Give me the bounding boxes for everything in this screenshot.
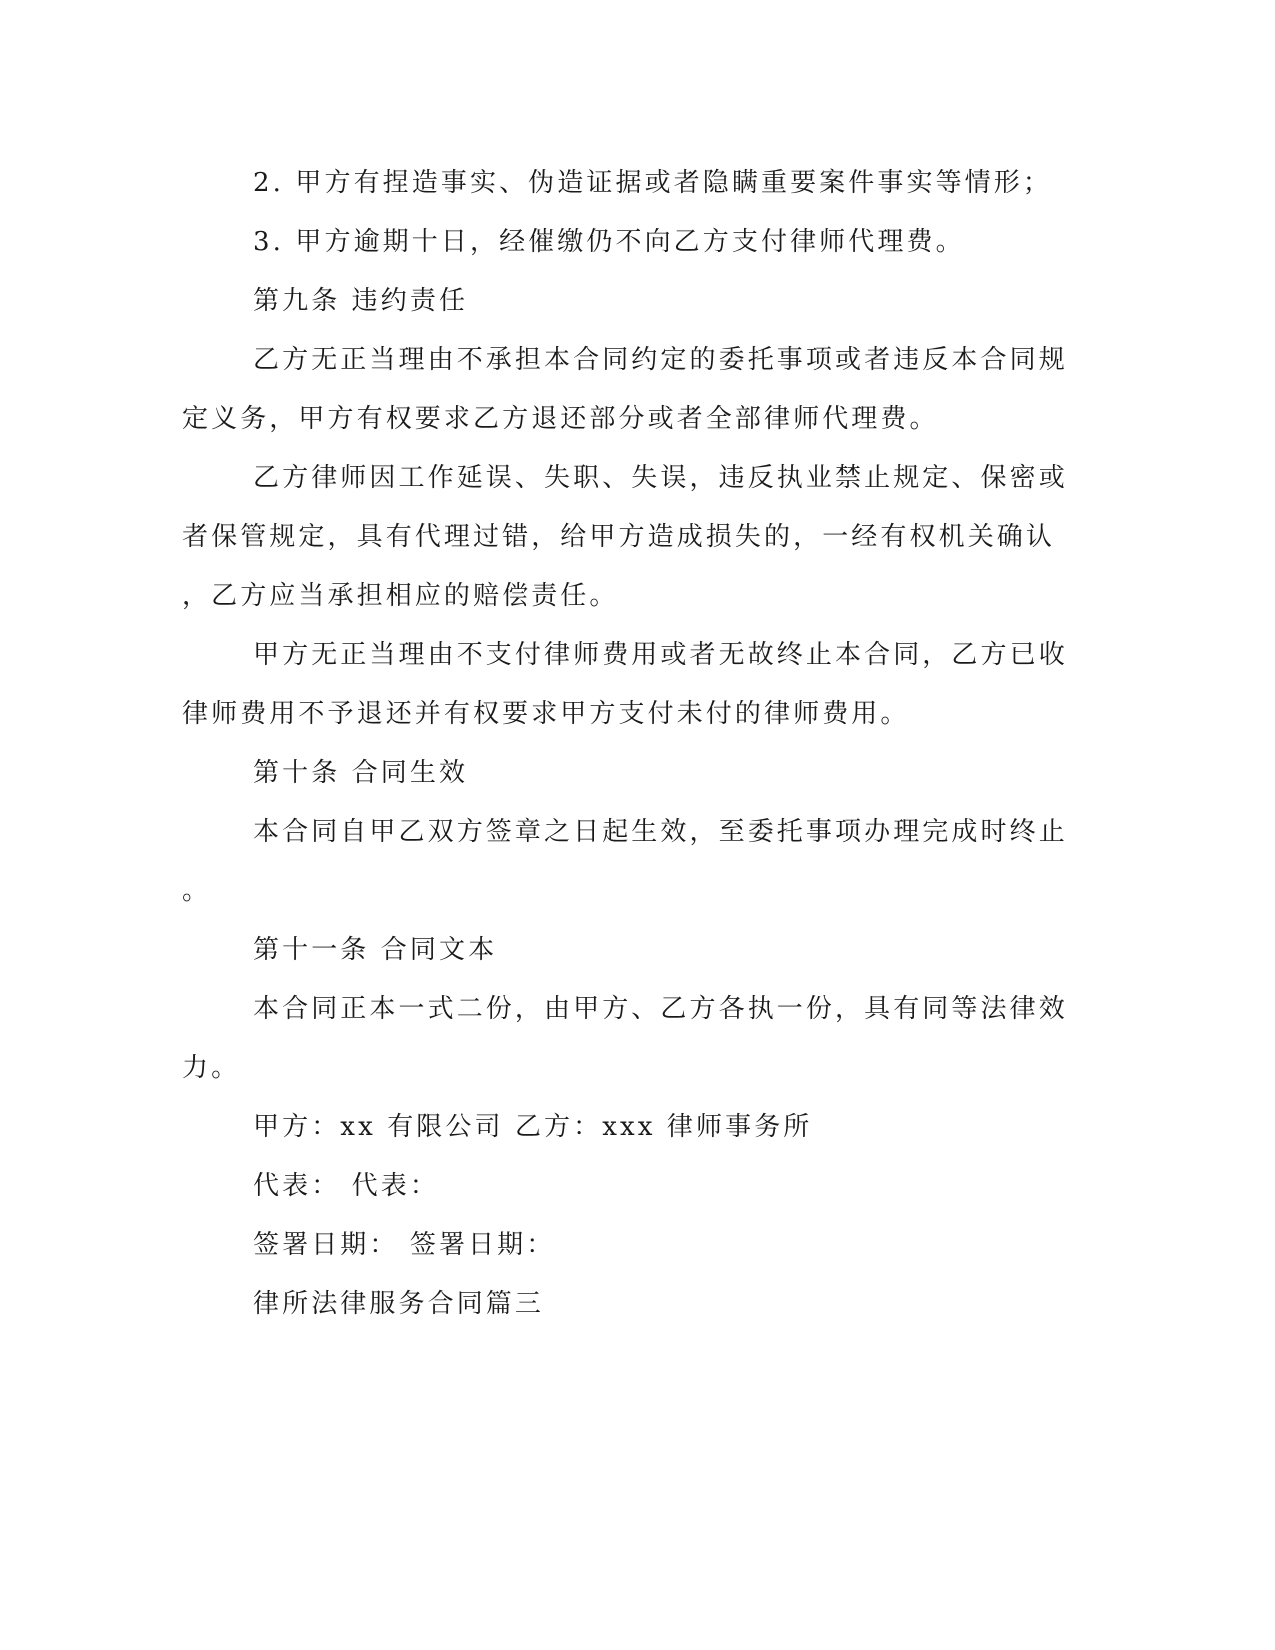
section-heading: 第十一条 合同文本 xyxy=(253,935,498,965)
section-heading: 第九条 违约责任 xyxy=(253,286,469,316)
section-heading: 第十条 合同生效 xyxy=(253,758,469,788)
paragraph-line: 律师费用不予退还并有权要求甲方支付未付的律师费用。 xyxy=(182,699,910,729)
signing-date-line: 签署日期： 签署日期： xyxy=(253,1230,556,1260)
paragraph-line: 本合同自甲乙双方签章之日起生效，至委托事项办理完成时终止 xyxy=(253,817,1068,847)
representative-line: 代表： 代表： xyxy=(253,1171,439,1201)
paragraph-line: 乙方律师因工作延误、失职、失误，违反执业禁止规定、保密或 xyxy=(253,463,1068,493)
paragraph-line: 乙方无正当理由不承担本合同约定的委托事项或者违反本合同规 xyxy=(253,345,1068,375)
party-line: 甲方：xx 有限公司 乙方：xxx 律师事务所 xyxy=(253,1112,813,1142)
clause-line: 3. 甲方逾期十日，经催缴仍不向乙方支付律师代理费。 xyxy=(253,227,965,257)
paragraph-line: 甲方无正当理由不支付律师费用或者无故终止本合同，乙方已收 xyxy=(253,640,1068,670)
next-section-title: 律所法律服务合同篇三 xyxy=(253,1289,545,1319)
document-body xyxy=(182,154,1068,1334)
paragraph-line: 。 xyxy=(182,876,212,906)
clause-line: 2. 甲方有捏造事实、伪造证据或者隐瞒重要案件事实等情形； xyxy=(253,168,1052,198)
paragraph-line: ，乙方应当承担相应的赔偿责任。 xyxy=(182,581,619,611)
paragraph-line: 力。 xyxy=(182,1053,241,1083)
paragraph-line: 本合同正本一式二份，由甲方、乙方各执一份，具有同等法律效 xyxy=(253,994,1068,1024)
paragraph-line: 者保管规定，具有代理过错，给甲方造成损失的，一经有权机关确认 xyxy=(182,522,1056,552)
paragraph-line: 定义务，甲方有权要求乙方退还部分或者全部律师代理费。 xyxy=(182,404,939,434)
